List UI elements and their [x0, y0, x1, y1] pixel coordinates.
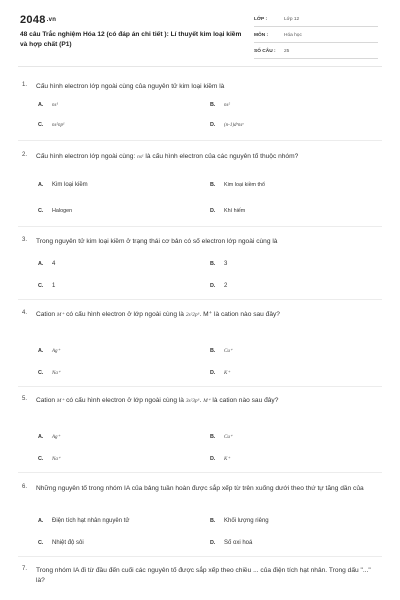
option-text: Ag⁺ [52, 349, 61, 354]
meta-question-count [254, 46, 378, 59]
option-c[interactable] [38, 122, 64, 128]
option-a[interactable] [38, 102, 58, 108]
option-text: 2 [224, 283, 228, 289]
option-c[interactable] [38, 283, 55, 289]
option-d[interactable] [210, 283, 227, 289]
question-divider [18, 386, 382, 387]
option-letter: C. [38, 456, 44, 462]
option-b[interactable] [210, 182, 265, 188]
option-text: ns² [224, 103, 230, 108]
text-after: là cấu hình electron của các nguyên tố thuộc nhóm? [145, 153, 299, 160]
formula: 3s²3p⁶ [185, 398, 200, 404]
quiz-title: 48 câu Trắc nghiệm Hóa 12 (có đáp án chi tiết ): Lí thuyết kim loại kiềm và hợp chất (P1) [20, 31, 242, 48]
option-letter: A. [38, 261, 44, 267]
option-letter: A. [38, 102, 44, 108]
option-letter: A. [38, 434, 44, 440]
option-letter: D. [210, 456, 216, 462]
text-end: là cation nào sau đây? [212, 397, 279, 404]
question-number: 7. [22, 566, 28, 572]
text-before: Cation [36, 397, 56, 404]
text-mid: có cấu hình electron ở lớp ngoài cùng là [66, 397, 184, 404]
option-b[interactable] [210, 348, 232, 354]
question-text: Những nguyên tố trong nhóm IA của bảng tuần hoàn được sắp xếp từ trên xuống dưới theo thứ tự tăng dần của [36, 485, 364, 492]
formula: M⁺ [56, 312, 65, 318]
question-divider [18, 226, 382, 227]
option-text: Kim loại kiềm [52, 182, 88, 188]
question-number: 3. [22, 237, 28, 243]
option-letter: B. [210, 261, 216, 267]
option-text: Điện tích hạt nhân nguyên tử [52, 518, 130, 524]
meta-subject [254, 30, 378, 43]
option-c[interactable] [38, 540, 84, 546]
option-a[interactable] [38, 348, 60, 354]
option-letter: A. [38, 348, 44, 354]
option-text: Cu⁺ [224, 349, 233, 354]
option-b[interactable] [210, 102, 230, 108]
meta-value: 25 [284, 49, 290, 54]
meta-label: SỐ CÂU : [254, 49, 276, 54]
question-divider [18, 140, 382, 141]
formula: M⁺ [203, 398, 211, 404]
option-text: Na⁺ [52, 457, 61, 462]
option-letter: B. [210, 102, 216, 108]
question-text [36, 152, 378, 162]
option-letter: B. [210, 348, 216, 354]
text-after: . [199, 397, 202, 404]
question-divider [18, 299, 382, 300]
option-text: 3 [224, 261, 228, 267]
option-text: ns²np¹ [52, 123, 65, 128]
option-letter: C. [38, 208, 44, 214]
option-letter: D. [210, 283, 216, 289]
option-a[interactable] [38, 434, 60, 440]
option-a[interactable] [38, 518, 129, 524]
option-c[interactable] [38, 456, 60, 462]
option-letter: D. [210, 122, 216, 128]
option-letter: D. [210, 370, 216, 376]
option-text: Số oxi hoá [224, 540, 253, 546]
option-b[interactable] [210, 434, 232, 440]
question-text [36, 396, 378, 406]
option-a[interactable] [38, 182, 88, 188]
question-number: 4. [22, 310, 28, 316]
site-logo[interactable] [20, 14, 56, 26]
option-text: Nhiệt độ sôi [52, 540, 84, 546]
question-divider [18, 472, 382, 473]
meta-value: Hóa học [284, 33, 302, 38]
formula: ns¹ [137, 154, 144, 160]
text-before: Cation [36, 311, 56, 318]
question-text [36, 310, 378, 320]
option-text: 4 [52, 261, 56, 267]
option-c[interactable] [38, 208, 72, 214]
question-number: 1. [22, 82, 28, 88]
meta-value: Lớp 12 [284, 17, 300, 22]
option-text: K⁺ [224, 371, 230, 376]
option-letter: B. [210, 434, 216, 440]
option-letter: C. [38, 283, 44, 289]
option-letter: B. [210, 518, 216, 524]
option-text: Ag⁺ [52, 435, 61, 440]
text-mid: có cấu hình electron ở lớp ngoài cùng là [66, 311, 184, 318]
option-letter: D. [210, 540, 216, 546]
text-after: . M⁺ là cation nào sau đây? [199, 311, 280, 318]
option-a[interactable] [38, 261, 55, 267]
question-number: 2. [22, 152, 28, 158]
meta-class [254, 14, 378, 27]
option-b[interactable] [210, 261, 227, 267]
header-divider [18, 66, 382, 67]
question-divider [18, 556, 382, 557]
option-d[interactable] [210, 456, 230, 462]
meta-label: LỚP : [254, 17, 268, 22]
meta-label: MÔN : [254, 33, 269, 38]
formula: M⁺ [56, 398, 65, 404]
option-text: Cu⁺ [224, 435, 233, 440]
option-text: Na⁺ [52, 371, 61, 376]
logo-suffix: .vn [46, 17, 57, 24]
option-d[interactable] [210, 208, 245, 214]
formula: 2s²2p⁶ [185, 312, 200, 318]
option-text: Halogen [52, 208, 73, 214]
option-text: ns¹ [52, 103, 58, 108]
option-letter: A. [38, 518, 44, 524]
text-before: Cấu hình electron lớp ngoài cùng: [36, 153, 136, 160]
option-text: K⁺ [224, 457, 230, 462]
option-d[interactable] [210, 370, 230, 376]
option-letter: D. [210, 208, 216, 214]
option-d[interactable] [210, 540, 252, 546]
option-text: Kim loại kiềm thổ [224, 182, 266, 188]
question-text: Trong nhóm IA đi từ đầu đến cuối các nguyên tố được sắp xếp theo chiều ... của điện tích hạt nhân. Trong dấu "..." là? [36, 567, 371, 584]
question-text: Cấu hình electron lớp ngoài cùng của nguyên tử kim loại kiềm là [36, 83, 225, 90]
option-text: Khối lượng riêng [224, 518, 269, 524]
question-number: 5. [22, 396, 28, 402]
option-text: (n-1)dˣnsʸ [224, 123, 244, 128]
option-c[interactable] [38, 370, 60, 376]
option-letter: C. [38, 122, 44, 128]
question-number: 6. [22, 484, 28, 490]
option-text: Khí hiếm [224, 208, 246, 214]
option-text: 1 [52, 283, 56, 289]
option-letter: C. [38, 370, 44, 376]
option-letter: C. [38, 540, 44, 546]
question-text: Trong nguyên tử kim loại kiềm ở trạng thái cơ bản có số electron lớp ngoài cùng là [36, 238, 278, 245]
logo-text: 2048 [20, 14, 46, 26]
option-letter: B. [210, 182, 216, 188]
option-b[interactable] [210, 518, 269, 524]
option-d[interactable] [210, 122, 244, 128]
option-letter: A. [38, 182, 44, 188]
